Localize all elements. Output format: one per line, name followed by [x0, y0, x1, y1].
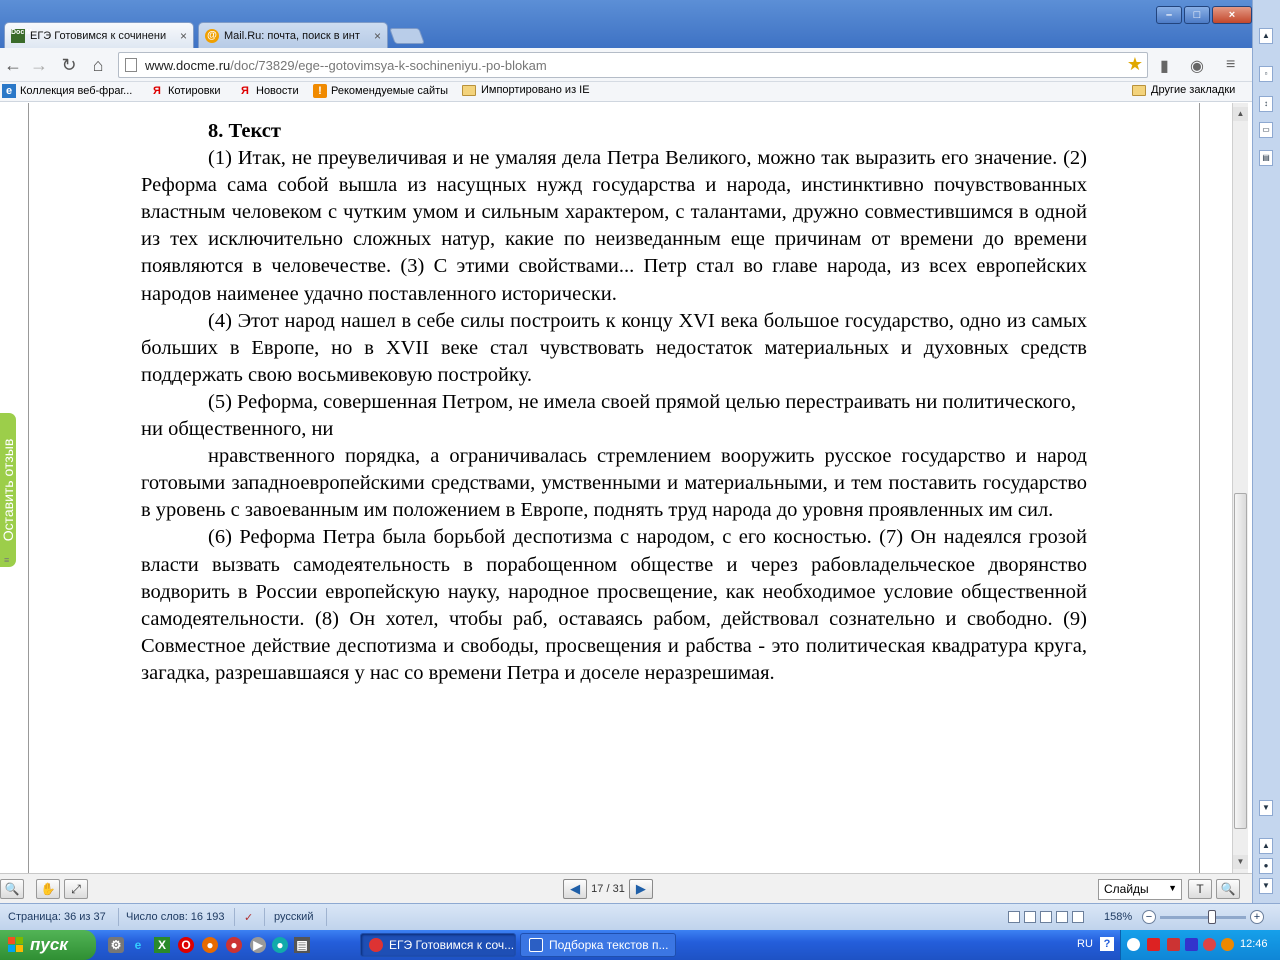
maximize-button[interactable]: □: [1184, 6, 1210, 24]
divider: [234, 908, 235, 926]
bookmark-kotirovki[interactable]: [150, 84, 221, 98]
other-bookmarks-label: Другие закладки: [1151, 84, 1236, 96]
document-page: [141, 118, 1087, 687]
full-screen-reading-icon[interactable]: [1024, 911, 1036, 923]
scroll-down-icon[interactable]: ▼: [1233, 855, 1248, 869]
bookmark-web-slice[interactable]: [2, 84, 132, 98]
document-paragraph: (4) Этот народ нашел в себе силы построить к концу XVI века большое государство, одно из самых больших в Европе, но в XVII веке стал чувствовать недостаток материальных и духовных средств поддержать свою восьмивековую постройку.: [141, 309, 1087, 386]
taskbar-item-label: Подборка текстов п...: [549, 938, 669, 952]
new-tab-button[interactable]: [389, 28, 425, 44]
bookmark-folder-ie[interactable]: [462, 84, 590, 96]
scroll-down-icon[interactable]: ▼: [1259, 800, 1273, 816]
opera-icon[interactable]: O: [178, 937, 194, 953]
page-status[interactable]: Страница: 36 из 37: [8, 911, 106, 923]
zoom-in-icon[interactable]: +: [1250, 910, 1264, 924]
prev-page-button[interactable]: ◀: [563, 879, 587, 899]
start-label: пуск: [30, 935, 68, 954]
language-indicator[interactable]: RU: [1077, 938, 1093, 950]
excel-icon[interactable]: X: [154, 937, 170, 953]
zoom-out-icon[interactable]: −: [1142, 910, 1156, 924]
scroll-grip-icon: ≡: [4, 555, 10, 565]
scroll-up-icon[interactable]: ▲: [1259, 28, 1273, 44]
bookmark-star-icon[interactable]: ★: [1126, 54, 1143, 74]
show-desktop-icon[interactable]: ▤: [294, 937, 310, 953]
search-icon[interactable]: 🔍: [1216, 879, 1240, 899]
bookmarks-bar: [0, 82, 1252, 102]
divider: [118, 908, 119, 926]
yandex-icon: Я: [241, 85, 249, 97]
document-heading: 8. Текст: [208, 120, 281, 142]
tray-app-icon[interactable]: [1203, 938, 1216, 951]
other-bookmarks[interactable]: [1132, 84, 1235, 96]
start-button[interactable]: [0, 930, 96, 960]
fullscreen-icon[interactable]: ⤢: [64, 879, 88, 899]
yandex-icon: Я: [153, 85, 161, 97]
globe-icon[interactable]: ●: [272, 937, 288, 953]
next-page-icon[interactable]: ▼: [1259, 878, 1273, 894]
page-border-left: [28, 103, 29, 873]
tray-app-icon[interactable]: [1167, 938, 1180, 951]
select-browse-object-icon[interactable]: ●: [1259, 858, 1273, 874]
feedback-tab-label[interactable]: Оставить отзыв: [0, 438, 16, 542]
back-arrow-icon[interactable]: ←: [4, 55, 22, 75]
outline-icon[interactable]: [1056, 911, 1068, 923]
url-host: www.docme.ru: [145, 57, 231, 73]
folder-icon: [462, 85, 476, 96]
bookmark-label: Рекомендуемые сайты: [331, 85, 449, 97]
document-paragraph: (6) Реформа Петра была борьбой деспотизма с народом, с его косностью. (7) Он надеялся грозой власти вызвать самодеятельность в порабощенном обществе и через рабовладельческое дворянство водворить в России европейскую науку, народное просвещение, как необходимое условие общественной самодеятельности. (8) Он хотел, чтобы раб, оставаясь рабом, действовал сознательно и свободно. (9) Совместное действие деспотизма и свободы, просвещения и рабства - это политическая квадратура круга, загадка, разрешавшаяся у нас со времени Петра и доселе неразрешимая.: [141, 526, 1087, 684]
divider: [264, 908, 265, 926]
document-scrollbar[interactable]: [1232, 103, 1248, 873]
language-status[interactable]: русский: [274, 911, 314, 923]
help-icon[interactable]: ?: [1100, 937, 1114, 951]
chrome-icon[interactable]: ●: [226, 937, 242, 953]
tab-mailru[interactable]: [198, 22, 388, 48]
view-mode-select[interactable]: [1098, 879, 1182, 900]
home-icon[interactable]: ⌂: [92, 55, 104, 75]
url-path: /doc/73829/ege--gotovimsya-k-sochineniyu.-po-blokam: [230, 57, 547, 73]
antivirus-icon[interactable]: [1147, 938, 1160, 951]
scroll-page-icon[interactable]: ↕: [1259, 96, 1273, 112]
divider: [326, 908, 327, 926]
status-bar: [0, 903, 1280, 930]
bookmark-suggested-sites[interactable]: [313, 84, 448, 98]
taskbar-item-chrome[interactable]: [360, 933, 516, 957]
windows-logo-icon: [8, 937, 24, 953]
ruler-toggle-icon[interactable]: ▫: [1259, 66, 1273, 82]
chrome-icon: [369, 938, 383, 952]
signal-bars-icon[interactable]: ▮: [1160, 58, 1169, 75]
document-paragraph: нравственного порядка, а ограничивалась стремлением вооружить русское государство и народ готовыми западноевропейскими средствами, умственными и материальными, и тем поставить государство в уровень с завоеванным им положением в Европе, поднять труд народа до уровня проявленных им сил.: [141, 445, 1087, 522]
zoom-slider-handle[interactable]: [1208, 910, 1216, 924]
scroll-up-icon[interactable]: ▲: [1233, 107, 1248, 121]
bookmark-label: Коллекция веб-фраг...: [20, 85, 133, 97]
text-tool-icon[interactable]: T: [1188, 879, 1212, 899]
split-icon[interactable]: ▭: [1259, 122, 1273, 138]
bookmark-label: Импортировано из IE: [481, 84, 590, 96]
media-player-icon[interactable]: ▶: [250, 937, 266, 953]
word-count[interactable]: Число слов: 16 193: [126, 911, 225, 923]
view-icon[interactable]: ▤: [1259, 150, 1273, 166]
bookmark-label: Новости: [256, 85, 299, 97]
draft-icon[interactable]: [1072, 911, 1084, 923]
taskbar: [0, 930, 1280, 960]
next-page-button[interactable]: ▶: [629, 879, 653, 899]
taskbar-item-label: ЕГЭ Готовимся к соч...: [389, 938, 515, 952]
spellcheck-icon[interactable]: ✓: [244, 912, 254, 924]
tab-label: Mail.Ru: почта, поиск в инт: [224, 29, 360, 42]
bookmark-label: Котировки: [168, 85, 221, 97]
bookmark-novosti[interactable]: [238, 84, 299, 98]
print-layout-icon[interactable]: [1008, 911, 1020, 923]
web-layout-icon[interactable]: [1040, 911, 1052, 923]
close-window-button[interactable]: ×: [1212, 6, 1252, 24]
tab-label: ЕГЭ Готовимся к сочинени: [30, 29, 167, 42]
scrollbar-thumb[interactable]: [1234, 493, 1247, 829]
chevron-down-icon: ▼: [1168, 883, 1177, 893]
address-bar[interactable]: [118, 52, 1148, 78]
docme-favicon-icon: Doc Me: [11, 29, 25, 43]
view-mode-value: Слайды: [1104, 882, 1149, 896]
forward-arrow-icon[interactable]: →: [30, 55, 48, 75]
close-icon[interactable]: ×: [373, 28, 381, 43]
close-icon[interactable]: ×: [179, 28, 187, 43]
page-counter: 17 / 31: [591, 883, 625, 895]
tab-docme[interactable]: [4, 22, 194, 48]
word-icon: [529, 938, 543, 952]
outer-scrollbar[interactable]: [1252, 0, 1280, 930]
extension-icon[interactable]: ◉: [1190, 58, 1204, 75]
page-icon: [125, 58, 137, 72]
taskbar-item-word[interactable]: [520, 933, 676, 957]
firefox-icon[interactable]: ●: [202, 937, 218, 953]
folder-icon: [1132, 85, 1146, 96]
prev-page-icon[interactable]: ▲: [1259, 838, 1273, 854]
page-navigator: [561, 878, 655, 900]
suggested-sites-icon: !: [313, 84, 327, 98]
tray-app-icon[interactable]: [1221, 938, 1234, 951]
document-paragraph: (5) Реформа, совершенная Петром, не имела своей прямой целью перестраивать ни политического, ни общественного, ни: [141, 390, 1076, 441]
zoom-level[interactable]: 158%: [1104, 911, 1133, 923]
browser-toolbar: [0, 48, 1252, 82]
clock: 12:46: [1240, 938, 1268, 950]
bluetooth-icon[interactable]: [1185, 938, 1198, 951]
zoom-slider[interactable]: [1160, 916, 1246, 919]
reload-icon[interactable]: ↻: [61, 55, 77, 75]
viewer-controls: [0, 873, 1252, 903]
document-paragraph: (1) Итак, не преувеличивая и не умаляя дела Петра Великого, можно так выразить его значение. (2) Реформа сама собой вышла из насущных нужд государства и народа, инстинктивно почувствованных властным человеком с чутким умом и сильным характером, с талантами, дружно совместившимся в одной из тех исключительно сложных натур, какие по неизведанным еще причинам от времени до времени появляются в человечестве. (3) С этими свойствами... Петр стал во главе народа, из всех европейских народов наименее удачно поставленного исторически.: [141, 147, 1087, 305]
pan-tool-icon[interactable]: ✋: [36, 879, 60, 899]
web-slice-icon: e: [2, 84, 16, 98]
minimize-button[interactable]: –: [1156, 6, 1182, 24]
mailru-favicon-icon: @: [205, 29, 219, 43]
settings-icon[interactable]: ⚙: [108, 937, 124, 953]
tray-arrow-icon[interactable]: [1127, 938, 1140, 951]
page-border-right: [1199, 103, 1200, 873]
zoom-icon[interactable]: 🔍: [0, 879, 24, 899]
ie-icon[interactable]: e: [134, 938, 142, 952]
menu-icon[interactable]: ≡: [1226, 56, 1236, 73]
browser-titlebar: [0, 0, 1252, 48]
